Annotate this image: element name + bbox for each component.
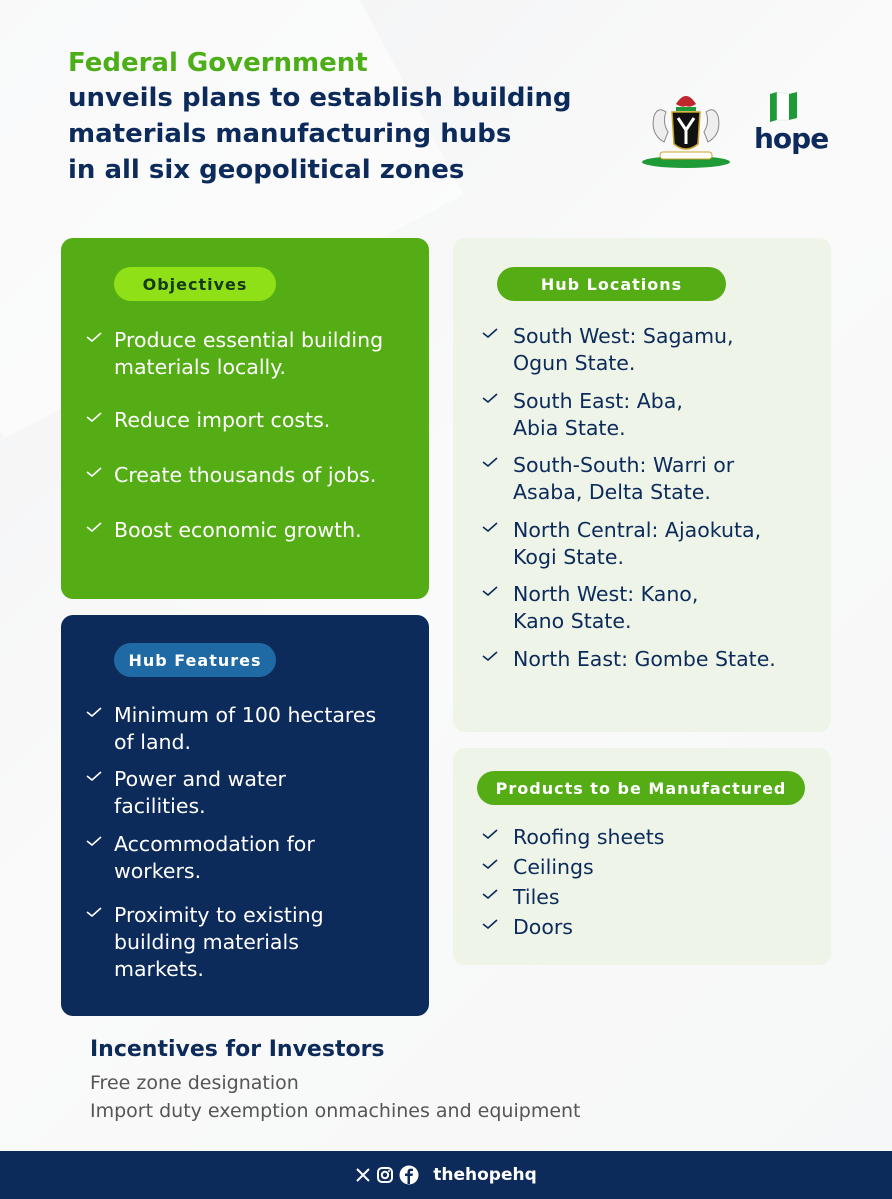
check-icon (86, 907, 102, 917)
incentive-item: Import duty exemption onmachines and equipment (90, 1100, 581, 1122)
location-text: South-South: Warri or Asaba, Delta State. (513, 453, 735, 504)
logos (636, 82, 836, 172)
check-icon (86, 771, 102, 781)
product-item (482, 824, 833, 851)
feature-text: Proximity to existing building materials markets. (114, 903, 324, 981)
flag-icon (764, 90, 804, 124)
objectives-title: Objectives (114, 267, 276, 301)
feature-item (86, 766, 424, 820)
incentives-title: Incentives for Investors (90, 1037, 385, 1062)
objective-item (86, 517, 424, 544)
headline-line-1: Federal Government (68, 48, 368, 78)
check-icon (482, 586, 498, 596)
headline (68, 46, 628, 188)
location-item (482, 323, 833, 377)
location-text: South East: Aba, Abia State. (513, 389, 683, 440)
facebook-icon[interactable] (399, 1165, 419, 1185)
objective-text: Create thousands of jobs. (114, 463, 377, 487)
feature-item (86, 831, 424, 885)
check-icon (482, 457, 498, 467)
check-icon (482, 919, 498, 929)
objective-item (86, 327, 424, 381)
check-icon (86, 836, 102, 846)
check-icon (482, 393, 498, 403)
hope-logo: hope (754, 122, 829, 155)
check-icon (86, 412, 102, 422)
check-icon (86, 467, 102, 477)
objective-text: Produce essential building materials locally. (114, 328, 384, 379)
hub-features-title: Hub Features (114, 643, 276, 677)
product-text: Roofing sheets (513, 825, 665, 849)
social-handle[interactable]: thehopehq (433, 1165, 537, 1185)
objective-text: Reduce import costs. (114, 408, 331, 432)
objective-item (86, 462, 424, 489)
location-text: North Central: Ajaokuta, Kogi State. (513, 518, 762, 569)
footer-bar (0, 1151, 892, 1199)
check-icon (482, 829, 498, 839)
location-item (482, 517, 833, 571)
feature-text: Minimum of 100 hectares of land. (114, 703, 377, 754)
location-item (482, 581, 833, 635)
product-text: Ceilings (513, 855, 594, 879)
feature-text: Accommodation for workers. (114, 832, 315, 883)
location-text: South West: Sagamu, Ogun State. (513, 324, 734, 375)
check-icon (482, 522, 498, 532)
product-item (482, 914, 833, 941)
check-icon (482, 859, 498, 869)
hub-locations-title: Hub Locations (497, 267, 726, 301)
feature-item (86, 902, 424, 983)
headline-line-2: unveils plans to establish building (68, 83, 572, 113)
headline-line-3: materials manufacturing hubs (68, 119, 512, 149)
check-icon (86, 522, 102, 532)
product-item (482, 884, 833, 911)
location-item (482, 388, 833, 442)
coat-of-arms-icon (636, 82, 736, 172)
product-text: Doors (513, 915, 573, 939)
headline-line-4: in all six geopolitical zones (68, 155, 465, 185)
location-item (482, 646, 833, 673)
check-icon (86, 707, 102, 717)
product-text: Tiles (513, 885, 560, 909)
social-icons (355, 1165, 419, 1185)
check-icon (482, 651, 498, 661)
x-icon[interactable] (355, 1167, 371, 1183)
products-title: Products to be Manufactured (477, 771, 805, 805)
check-icon (482, 889, 498, 899)
feature-text: Power and water facilities. (114, 767, 286, 818)
incentive-item: Free zone designation (90, 1072, 299, 1094)
location-text: North West: Kano, Kano State. (513, 582, 699, 633)
location-item (482, 452, 833, 506)
objective-item (86, 407, 424, 434)
feature-item (86, 702, 424, 756)
location-text: North East: Gombe State. (513, 647, 776, 671)
check-icon (86, 332, 102, 342)
instagram-icon[interactable] (376, 1166, 394, 1184)
objective-text: Boost economic growth. (114, 518, 362, 542)
check-icon (482, 328, 498, 338)
product-item (482, 854, 833, 881)
